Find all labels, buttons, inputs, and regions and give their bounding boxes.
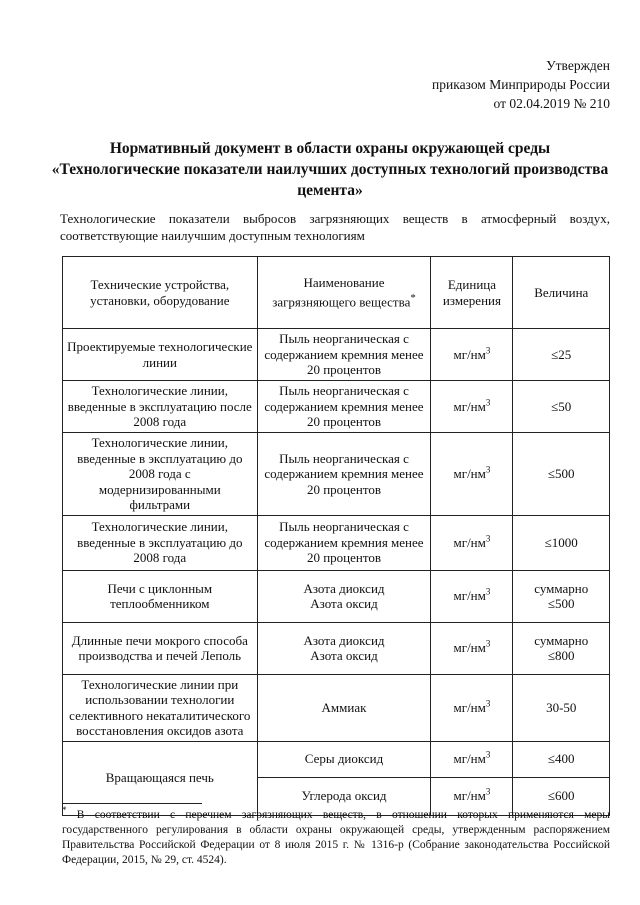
table-row (63, 570, 610, 622)
cell-value: ≤1000 (513, 515, 610, 570)
approval-line-1: Утвержден (546, 58, 610, 73)
cell-unit: $мг/нм^3$ (431, 570, 513, 622)
header-substance-text: Наименование загрязняющего вещества (272, 275, 411, 310)
cell-unit: $мг/нм^3$ (431, 515, 513, 570)
table-row (63, 674, 610, 741)
table-row (63, 381, 610, 433)
cell-value: суммарно ≤500 (513, 570, 610, 622)
title-line-1: Нормативный документ в области охраны окружающей среды (109, 140, 551, 157)
cell-substance: Пыль неорганическая с содержанием кремния менее 20 процентов (257, 329, 431, 381)
cell-equipment: Технологические линии, введенные в эксплуатацию до 2008 года с модернизированными фильтрами (63, 433, 258, 516)
cell-unit: $мг/нм^3$ (431, 381, 513, 433)
table-row (63, 329, 610, 381)
footnote (62, 805, 611, 868)
cell-substance: Серы диоксид (257, 741, 431, 777)
cell-equipment: Технологические линии, введенные в эксплуатацию после 2008 года (63, 381, 258, 433)
emissions-table (62, 256, 610, 816)
cell-substance: Азота диоксид Азота оксид (257, 622, 431, 674)
cell-value: ≤50 (513, 381, 610, 433)
footnote-text: В соответствии с перечнем загрязняющих веществ, в отношении которых применяются меры государственного регулирования в области охраны окружающей среды, утвержденным распоряжением Правительства Российской Федерации от 8 июля 2015 г. № 1316-р (Собрание законодательства Российской Федерации, 2015, № 29, ст. 4524). (62, 809, 611, 866)
cell-value: ≤25 (513, 329, 610, 381)
intro-line-1: Технологические показатели выбросов загрязняющих веществ в атмосферный воздух, (60, 211, 610, 226)
footnote-marker: * (410, 291, 416, 304)
title-line-3: цемента» (297, 182, 363, 199)
cell-equipment: Технологические линии, введенные в эксплуатацию до 2008 года (63, 515, 258, 570)
table-row (63, 515, 610, 570)
footnote-divider (62, 803, 202, 804)
cell-equipment: Технологические линии при использовании технологии селективного некаталитического восстановления оксидов азота (63, 674, 258, 741)
table-row (63, 741, 610, 777)
cell-unit: $мг/нм^3$ (431, 433, 513, 516)
cell-equipment: Вращающаяся печь (63, 741, 258, 815)
table-row (63, 622, 610, 674)
cell-equipment: Проектируемые технологические линии (63, 329, 258, 381)
cell-unit: $мг/нм^3$ (431, 777, 513, 815)
cell-value: ≤400 (513, 741, 610, 777)
cell-value: 30-50 (513, 674, 610, 741)
cell-unit: $мг/нм^3$ (431, 741, 513, 777)
approval-line-3: от 02.04.2019 № 210 (493, 96, 610, 111)
cell-unit: $мг/нм^3$ (431, 622, 513, 674)
header-value: Величина (513, 257, 610, 329)
cell-equipment: Печи с циклонным теплообменником (63, 570, 258, 622)
cell-value: суммарно ≤800 (513, 622, 610, 674)
cell-value: ≤600 (513, 777, 610, 815)
document-title (40, 138, 620, 201)
cell-substance: Аммиак (257, 674, 431, 741)
cell-substance: Пыль неорганическая с содержанием кремния менее 20 процентов (257, 433, 431, 516)
table-row (63, 433, 610, 516)
header-equipment: Технические устройства, установки, оборудование (63, 257, 258, 329)
cell-substance: Пыль неорганическая с содержанием кремния менее 20 процентов (257, 515, 431, 570)
intro-paragraph (60, 210, 610, 244)
cell-unit: $мг/нм^3$ (431, 329, 513, 381)
title-line-2: «Технологические показатели наилучших доступных технологий производства (51, 161, 609, 178)
approval-block (432, 56, 610, 113)
cell-substance: Углерода оксид (257, 777, 431, 815)
cell-value: ≤500 (513, 433, 610, 516)
cell-unit: $мг/нм^3$ (431, 674, 513, 741)
header-substance (257, 257, 431, 329)
cell-substance: Азота диоксид Азота оксид (257, 570, 431, 622)
cell-equipment: Длинные печи мокрого способа производства и печей Леполь (63, 622, 258, 674)
header-unit: Единица измерения (431, 257, 513, 329)
approval-line-2: приказом Минприроды России (432, 77, 610, 92)
cell-substance: Пыль неорганическая с содержанием кремния менее 20 процентов (257, 381, 431, 433)
footnote-mark: * (62, 805, 67, 816)
table-header-row (63, 257, 610, 329)
intro-line-2: соответствующие наилучшим доступным технологиям (60, 228, 365, 243)
